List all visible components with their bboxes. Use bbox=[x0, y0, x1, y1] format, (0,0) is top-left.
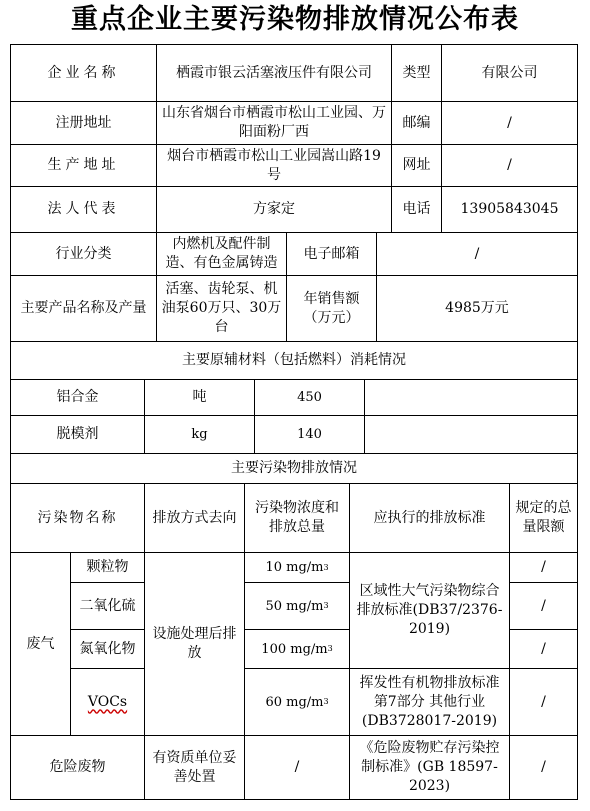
type-label: 类型 bbox=[392, 45, 442, 102]
website-value: / bbox=[442, 145, 577, 187]
email-value: / bbox=[377, 233, 577, 276]
sales-label: 年销售额（万元） bbox=[287, 276, 377, 342]
limit-vocs: / bbox=[510, 669, 577, 736]
legal-rep-value: 方家定 bbox=[157, 187, 392, 233]
report-table bbox=[10, 44, 578, 800]
material-blank bbox=[365, 380, 577, 416]
limit-particulate: / bbox=[510, 553, 577, 583]
material-unit: 吨 bbox=[145, 380, 255, 416]
material-amount: 450 bbox=[255, 380, 365, 416]
header-method: 排放方式去向 bbox=[145, 484, 245, 553]
limit-nox: / bbox=[510, 630, 577, 669]
waste-gas-label: 废气 bbox=[11, 553, 71, 736]
hazardous-waste-method: 有资质单位妥善处置 bbox=[145, 736, 245, 799]
gas-standard-vocs: 挥发性有机物排放标准 第7部分 其他行业(DB3728017-2019) bbox=[350, 669, 510, 736]
products-value: 活塞、齿轮泵、机油泵60万只、30万台 bbox=[157, 276, 287, 342]
industry-label: 行业分类 bbox=[11, 233, 157, 276]
hazardous-waste-label: 危险废物 bbox=[11, 736, 145, 799]
postcode-value: / bbox=[442, 102, 577, 145]
hazardous-waste-standard: 《危险废物贮存污染控制标准》(GB 18597-2023) bbox=[350, 736, 510, 799]
material-name: 铝合金 bbox=[11, 380, 145, 416]
limit-so2: / bbox=[510, 583, 577, 630]
material-blank bbox=[365, 416, 577, 454]
material-amount: 140 bbox=[255, 416, 365, 454]
website-label: 网址 bbox=[392, 145, 442, 187]
company-value: 栖霞市银云活塞液压件有限公司 bbox=[157, 45, 392, 102]
prod-address-label: 生产地址 bbox=[11, 145, 157, 187]
conc-nox: 100 mg/m 3 bbox=[245, 630, 350, 669]
gas-standard-regional: 区域性大气污染物综合排放标准(DB37/2376-2019) bbox=[350, 553, 510, 669]
reg-address-label: 注册地址 bbox=[11, 102, 157, 145]
sales-value: 4985万元 bbox=[377, 276, 577, 342]
header-limit: 规定的总量限额 bbox=[510, 484, 577, 553]
conc-particulate: 10 mg/m 3 bbox=[245, 553, 350, 583]
conc-vocs: 60 mg/m 3 bbox=[245, 669, 350, 736]
legal-rep-label: 法人代表 bbox=[11, 187, 157, 233]
pollutant-vocs: VOCs bbox=[71, 669, 145, 736]
postcode-label: 邮编 bbox=[392, 102, 442, 145]
company-label: 企业名称 bbox=[11, 45, 157, 102]
hazardous-waste-limit: / bbox=[541, 759, 546, 775]
products-label: 主要产品名称及产量 bbox=[11, 276, 157, 342]
page-title: 重点企业主要污染物排放情况公布表 bbox=[71, 4, 519, 35]
header-standard: 应执行的排放标准 bbox=[350, 484, 510, 553]
type-value: 有限公司 bbox=[442, 45, 577, 102]
materials-section-title: 主要原辅材料（包括燃料）消耗情况 bbox=[11, 342, 577, 380]
phone-label: 电话 bbox=[392, 187, 442, 233]
gas-discharge-method: 设施处理后排放 bbox=[145, 553, 245, 736]
conc-so2: 50 mg/m 3 bbox=[245, 583, 350, 630]
pollutant-particulate: 颗粒物 bbox=[71, 553, 145, 583]
material-name: 脱模剂 bbox=[11, 416, 145, 454]
email-label: 电子邮箱 bbox=[287, 233, 377, 276]
material-unit: kg bbox=[145, 416, 255, 454]
header-pollutant: 污染物名称 bbox=[11, 484, 145, 553]
pollutant-so2: 二氧化硫 bbox=[71, 583, 145, 630]
reg-address-value: 山东省烟台市栖霞市松山工业园、万阳面粉厂西 bbox=[157, 102, 392, 145]
header-concentration: 污染物浓度和排放总量 bbox=[245, 484, 350, 553]
emissions-section-title: 主要污染物排放情况 bbox=[11, 454, 577, 484]
prod-address-value: 烟台市栖霞市松山工业园嵩山路19号 bbox=[157, 145, 392, 187]
pollutant-nox: 氮氧化物 bbox=[71, 630, 145, 669]
phone-value: 13905843045 bbox=[442, 187, 577, 233]
hazardous-waste-conc: / bbox=[245, 736, 350, 799]
industry-value: 内燃机及配件制造、有色金属铸造 bbox=[157, 233, 287, 276]
